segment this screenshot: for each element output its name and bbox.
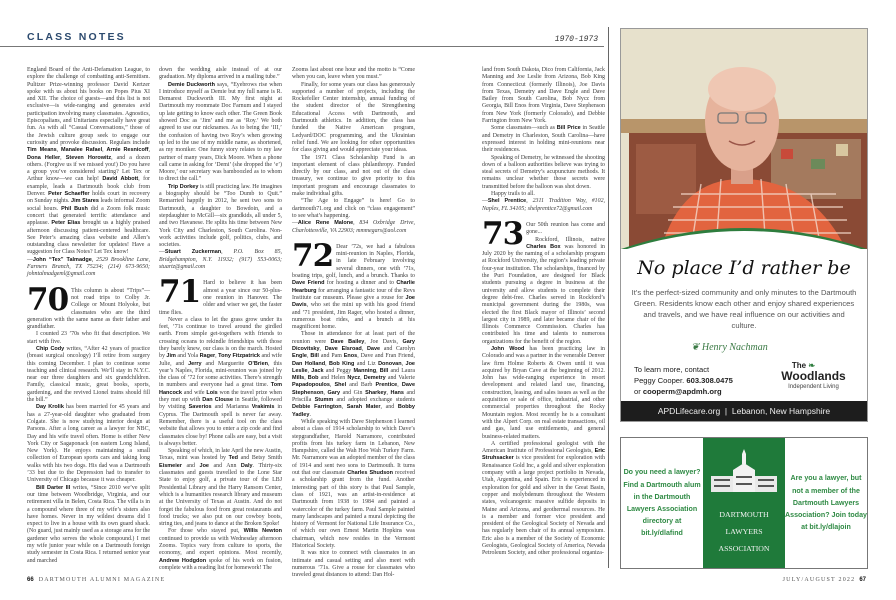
classmate-name: Willis Newton — [243, 528, 282, 535]
paragraph — [482, 346, 605, 441]
classmate-name: Bill — [310, 353, 319, 360]
text-run: spoke of his work on fusion, complete with a reading list for homework! The — [159, 557, 282, 571]
contact-address: , 2311 Tradition Way, #102, Naples, FL 34105; shelprentice72@gmail.com — [482, 198, 605, 212]
correspondent-signature — [159, 249, 282, 271]
classmate-name: Andrew Hodgdon — [159, 557, 207, 564]
classmate-name: Joe — [199, 462, 209, 469]
text-run: and Barb — [346, 382, 376, 389]
text-run: Hard to believe it has been almost a year since our 50-plus-one reunion in Hanover. The older and wiser we get, the faster time flies. — [159, 280, 282, 316]
text-run: Speaking of Demetry, he witnessed the shooting down of a balloon authorities believe was trying to steal secrets of Demetry’s acupuncture methods. It remains unclear whether those secrets were transmitted before the balloon was shot down. — [482, 154, 605, 190]
contact-line: To learn more, contact — [634, 365, 710, 374]
text-run: A certified professional geologist with the American Institute of Professional Geologists, — [482, 440, 605, 455]
text-run: Never a class to let the grass grow under its feet, ’71s continue to travel around the girdled earth. From simple get-togethers with friends to crossing oceans to rekindle friendships with those they barely knew, our class is on the march. Hosted by — [159, 316, 282, 360]
classmate-name: Manalee Rafael — [61, 147, 103, 154]
magazine-title: DARTMOUTH ALUMNI MAGAZINE — [38, 577, 166, 583]
text-run: land from South Dakota, Dico from California, Jack Manning and Joe Leslie from Arizona, Bob King from Connecticut (formerly Illinois), Joe Davis from Texas, Demetry and Dave Engle and Dave Bailey from South Carolina, Bob Nycz from Georgia, Bill Enos from Virginia, Dave Stephenson from New York (formerly Colorado), and Debbie Farrington from New York. — [482, 67, 605, 125]
text-run: For those who stayed put, — [168, 528, 244, 535]
classmate-name: Gary Dicovitsky — [292, 338, 415, 352]
class-year-numeral: 73 — [482, 215, 524, 252]
classmate-name: Eismeier — [159, 462, 182, 469]
text-run: , — [148, 147, 150, 154]
classmate-name: Prentice — [375, 382, 398, 389]
classmate-name: Manning — [353, 367, 377, 374]
text-run: and Carolyn — [380, 345, 415, 352]
page-number-right: 67 — [859, 577, 866, 583]
paragraph — [27, 485, 150, 565]
issue-date: JULY/AUGUST 2022 — [782, 577, 856, 583]
text-run: and Laura — [388, 367, 416, 374]
text-run: and Helen — [318, 375, 348, 382]
classmate-name: Demetry — [363, 375, 386, 382]
class-year-entry — [27, 281, 150, 332]
paragraph — [482, 237, 605, 346]
text-run: , — [397, 382, 402, 389]
classmate-name: Bob — [307, 375, 319, 382]
text-run: , — [102, 147, 107, 154]
classmate-name: Donovan — [378, 360, 402, 367]
classmate-name: Gary — [327, 389, 341, 396]
text-run: , and — [380, 404, 398, 411]
find-lawyer-text[interactable]: Do you need a lawyer? Find a Dartmouth alum in the Dartmouth Lawyers Association directory at bit.ly/dlafind — [623, 468, 701, 538]
classmate-name: Dan Holland — [292, 360, 326, 367]
text-run: is still practicing law. He imagines a biography should be “Too Dumb to Quit.” Remarried happily in 2012, he sent two sons to Dartmouth, a daughter to Bowdoin, and a stepdaughter to McGill—six grandkids, all under 5, and two Havanese. He splits his time between New York City and Charleston, South Carolina. Non-work activities include golf, politics, clubs, and societies. — [159, 183, 282, 249]
text-run: Rockford, Illinois, native — [535, 236, 605, 243]
text-run: Finally, for some years our class has generously supported a number of projects, including the Rockefeller Center internship, annual funding of the student director of the Strengthening Educational Access with Dartmouth, and Dartmouth athletics. In addition, the class has funded the Native American program, Ledyard/DOC programming, and the Ukrainian relief fund. We are looking for other opportunities for class giving and would appreciate your ideas. — [292, 81, 415, 154]
text-run: writes, “Since 2010 we’ve split our time between Woodbridge, Virginia, and our retirement villa in Belen, Costa Rica. The villa is in a compound where three of my wife’s sisters also have homes. Never in my wildest dreams did I expect to live in a house with its own guard shack. (No guard, just mainly used as a storage area for the gardener who serves the whole compound.) I met my wife junior year while on a Dartmouth foreign study semester in Costa Rica. I returned senior year and marched — [27, 484, 150, 564]
text-run: won the travel prize when they met up with — [159, 389, 282, 404]
text-run: down the wedding aisle instead of at our graduation. My diploma arrived in a mailing tube.” — [159, 67, 282, 81]
dla-line-1: DARTMOUTH — [719, 510, 769, 519]
classmate-name: Mills — [292, 375, 305, 382]
paragraph — [292, 198, 415, 220]
text-run: and Marguerite — [201, 360, 249, 367]
text-run: in Seattle and Demetry in Charleston, South Carolina—have expressed interest in holding mini-reunions near their residences. — [482, 125, 605, 154]
text-run: I counted 23 ’70s who fit that description. We start with five. — [27, 331, 150, 345]
text-run: , — [386, 389, 391, 396]
classmate-name: Jim — [166, 353, 176, 360]
text-run: , and a dozen others. (Forgive us if we missed you!) Do you have a group you’ve considered starting? Let Tex or Arthur know—we can help! — [27, 154, 150, 183]
ad-contact — [634, 364, 733, 397]
class-year-numeral: 72 — [292, 237, 334, 274]
text-run: , — [306, 353, 311, 360]
text-run: and wife — [181, 389, 207, 396]
text-run: , who set the mini up with his good friend and ’71 president, Jim Rager, who hosted a dinner, numerous boat rides, and a brunch at his magnificent home. — [292, 302, 415, 331]
classmate-name: Joe Leslie — [292, 360, 415, 374]
contact-name: Peggy Cooper. — [634, 376, 685, 385]
classmate-name: Dave Stephenson — [292, 382, 416, 396]
paragraph — [482, 191, 605, 198]
correspondent-signature — [482, 198, 605, 213]
classmate-name: O’Brien — [248, 360, 268, 367]
text-run: and Liz — [354, 360, 379, 367]
text-run: and Betsy Smith — [238, 455, 282, 462]
text-run: , — [325, 360, 329, 367]
paragraph — [292, 82, 415, 155]
contact-phone[interactable]: 603.308.0475 — [686, 376, 733, 385]
column-divider — [608, 27, 609, 568]
dla-line-2: LAWYERS — [725, 527, 763, 536]
ad-signature — [691, 342, 768, 353]
classmate-name: Steven Horowitz — [65, 154, 112, 161]
classmate-name: Nycz — [347, 375, 361, 382]
text-run: While speaking with Dave Stephenson I learned about a class of 1914 scholarship to which Dave’s stepgrandfather, Harold Narramore, contributed profits from his turkey farm in Lebanon, New Hampshire, called the Wah Hoo Wah Turkey Farm. Mr. Narramore was an adopted member of the class of 1914 and sent two sons to Dartmouth. It turns out that our classmate — [292, 418, 415, 477]
classmate-name: Jerry — [188, 360, 202, 367]
contact-email[interactable]: cooperm@apdmh.org — [642, 387, 722, 396]
classmate-name: Bobby Yadley — [292, 404, 415, 418]
classmate-name: Peter Elias — [51, 220, 81, 227]
text-run: . — [309, 411, 311, 418]
text-run: Zooms last about one hour and the motto is “Come when you can, leave when you must.” — [292, 67, 415, 81]
paragraph — [159, 528, 282, 572]
classmate-name: Rager — [199, 353, 216, 360]
text-run: Dear ’72s, we had a fabulous mini-reunion in Naples, Florida, in late February involving several dinners, one with ’71s, boating trips, golf, lunch, and a brunch. Thanks to — [292, 243, 415, 280]
text-run: and Peggy — [323, 367, 354, 374]
text-run: England Board of the Anti-Defamation League, to explore the challenge of combatting anti-Semitism. Pulitzer Prize-winning professor David Kertzer spoke with us about his books on Popes Pius XI and XII. The choice of guests—and this list is not exclusive—is wide-ranging and generates avid participation involving many classmates. Agnostics, Episcopalians, and Unitarians especially have great fun. As with all “Casual Conversations,” those of the Jewish culture group seek to engage our curiosity and provoke discussion. Regulars include — [27, 67, 150, 146]
text-run: leads informal Zoom social hours. — [27, 198, 150, 212]
classmate-name: Jack — [311, 367, 324, 374]
text-run: holds court in recovery on Sunday nights. — [27, 191, 150, 205]
text-run: It was nice to connect with classmates in an intimate and casual setting and also meet with numerous ’71s. Give a rouse for classmates who traveled great distances to attend: Dan Hol- — [292, 550, 415, 579]
paragraph — [482, 441, 605, 558]
classmate-name: Debbie Farrington — [292, 404, 342, 411]
classmate-name: Shel — [334, 382, 347, 389]
text-run: This column is about “Trips”—not road trips to Colby Jr. College or Mount Holyoke, but classmates who are the third generation with the same name as their father and grandfather. — [27, 287, 150, 331]
classmate-name: Tony Fitzpatrick — [218, 353, 260, 360]
text-run: , — [215, 353, 219, 360]
paragraph — [292, 67, 415, 82]
classmate-name: Sharkey — [365, 389, 387, 396]
text-run: — — [482, 198, 488, 205]
text-run: , — [401, 360, 406, 367]
text-run: and Pam — [318, 353, 344, 360]
classmate-name: Phil Bush — [61, 205, 88, 212]
text-run: and — [181, 462, 200, 469]
text-column-2 — [159, 67, 282, 572]
text-run: and Valerie — [385, 375, 415, 382]
footer-right — [783, 577, 866, 583]
branch-icon: ❧ — [808, 361, 816, 370]
paragraph — [159, 317, 282, 448]
classmate-name: Engle — [292, 353, 307, 360]
classmate-name: Charles Box — [526, 243, 561, 250]
text-run: and adopted exchange students — [333, 397, 415, 404]
text-run: in Cyprus. The Dartmouth spell is never far away. Remember, there is a useful tool on the class website that allows you to enter a zip code and find classmates close by! Phone calls are easy, but a visit is always better. — [159, 404, 283, 447]
paragraph — [292, 331, 415, 419]
text-run: says, “Eyebrows rise when I introduce myself as Demie but my full name is R. Demarest Duckworth III. My first night at Dartmouth my roommate Doc Farnum and I stayed up late getting to know each other. The Green Book showed Doc as ‘Jim’ and me as ‘Roy.’ We both agreed to use our nicknames. As to being the ‘III,’ the confusion of having two Roy’s when growing up led to the use of my middle name, as shortened, as my moniker. One funny story relates to my law partner of many years, Dick Moore. When a phone call came in asking for ‘Demi’ (she dropped the ‘e’) Moore,’ our secretary was bamboozled as to whom to direct the call.” — [159, 81, 282, 183]
text-run: in Seattle, followed by visiting — [159, 397, 282, 411]
classmate-name: Eric Struhsacker — [482, 448, 605, 462]
classmate-name: Vrakimis — [251, 404, 275, 411]
classmate-name: Saverios — [188, 404, 212, 411]
contact-address: , 834 Oxbridge Drive, Charlottesville, VA 22903; mmmegars@aol.com — [292, 220, 415, 234]
text-column-1 — [27, 67, 150, 565]
text-run: , — [323, 389, 328, 396]
text-run: , Joe Davis, — [364, 338, 403, 345]
page-number-left: 66 — [27, 577, 34, 583]
paragraph — [27, 346, 150, 404]
ad-headline: No place I’d rather be — [637, 257, 851, 279]
classmate-name: Bob King — [328, 360, 355, 367]
classmate-name: Bill — [379, 367, 389, 374]
text-run: and Priscilla — [292, 389, 416, 404]
paragraph — [27, 404, 150, 484]
text-run: — — [27, 256, 33, 263]
classmate-name: Shel Prentice — [487, 198, 527, 205]
text-run: , — [376, 367, 380, 374]
text-run: writes, “After 42 years of practice (breast surgical oncology) I’ll retire from surgery this coming December. I plan to continue some teaching and clinical research. We’ll stay in N.Y.C. near our three daughters and six grandchildren. Family, classical music, great books, sports, gardening, and the revived Lionel trains should fill the bill.” — [27, 345, 150, 404]
classmate-name: Sarah Mater — [346, 404, 381, 411]
contact-address: , P.O. Box 85, Bridgehampton, N.Y. 11932; (917) 553-0063; stuartz@gmail.com — [159, 249, 283, 271]
classmate-name: Jim Stares — [71, 198, 99, 205]
classmate-name: Hans — [390, 389, 404, 396]
classmate-name: Charlie Hearburg — [292, 280, 415, 294]
text-run: . Thirty-six classmates and guests travelled to the Lone Star State to enjoy golf, a private tour of the LBJ Presidential Library and the Harry Ransom Center, which is a humanities research library and museum at the University of Texas at Austin. And do not forget the fabulous food from great restaurants and food trucks; we also put on our cowboy boots, string ties, and jeans to dance at the Broken Spoke! — [159, 462, 283, 528]
section-title: CLASS NOTES — [27, 31, 126, 43]
text-run: , — [304, 375, 308, 382]
text-run: and Yola — [175, 353, 200, 360]
classmate-name: Charles Shudson — [347, 470, 394, 477]
header-rule — [0, 46, 604, 47]
text-run: and Gin — [340, 389, 366, 396]
text-run: received a scholarship grant from the fund. Another interesting part of this story is that Paul Sample, class of 1921, was an artist-in-residence at Dartmouth from 1938 to 1984 and painted a watercolor of the turkey farm. Paul Sample painted many landscapes and painted a mural depicting the history of Vermont for National Life Insurance Co., of which our own Ernest Martin Hopkins was chairman, which now resides in the Vermont Historical Society. — [292, 470, 416, 549]
text-run: and Marianna — [211, 404, 252, 411]
classmate-name: Dona Heller — [27, 154, 61, 161]
dartmouth-hall-icon — [703, 446, 785, 506]
leaf-icon: ❦ — [691, 342, 702, 353]
logo-name: Woodlands — [781, 369, 846, 383]
classmate-name: Lois — [206, 389, 218, 396]
text-run: has been practicing law in Colorado and was a partner in the venerable Denver law firm Holme Roberts & Owen until it was acquired by Bryan Cave at the beginning of 2012. John has wide-ranging experience in resort development and related land use, financing, construction, leasing, and sales issues as well as the acquisition or sale of office, industrial, and other commercial properties throughout the Rocky Mountain region. Most recently he is a consultant with the Alpert Corp. on real estate transactions, oil and gas, land use entitlements, and general business-related matters. — [482, 345, 605, 440]
paragraph — [159, 82, 282, 184]
classmate-name: Tom Hancock — [159, 382, 282, 396]
text-run: and wife Julie, and — [159, 353, 282, 367]
classmate-name: Demie Duckworth — [168, 81, 215, 88]
classmate-name: Dave Friend — [292, 280, 325, 287]
classmate-name: Ted — [228, 455, 239, 462]
classmate-name: Dave — [366, 345, 381, 352]
classmate-name: Stuart Zuckerman — [164, 249, 222, 256]
paragraph — [482, 67, 605, 125]
text-column-3 — [292, 67, 415, 579]
text-run: , — [341, 404, 347, 411]
text-run: is vice president for exploration with Renaissance Gold Inc, a gold and silver exploration company with a large project portfolio in Nevada, Utah, Argentina, and Spain. Eric is experienced in exploration for gold and silver in the Great Basin, copper and molybdenum throughout the Western states, volcanogenic massive sulfide deposits in Maine and Arizona, and geothermal resources. He is a member and former vice president and president of the Geological Society of Nevada and has regularly been chair of its annual symposium. Eric also is a member of the Society of Economic Geologists, Geological Society of America, Nevada Petroleum Society, and other professional organiza- — [482, 455, 605, 557]
text-run: The 1971 Class Scholarship Fund is an important element of class philanthropy. Funded directly by our class, and not out of the class treasury, we continue to give priority to this important program and encourage classmates to make individual gifts. — [292, 154, 415, 198]
ad-website-bar[interactable]: APDLifecare.org | Lebanon, New Hampshire — [621, 401, 867, 421]
text-run: and Ann — [209, 462, 241, 469]
text-run: continued to provide us with Wednesday afternoon Zooms. Topics vary from culture to sports, the economy, and expert opinions. Most recently, — [159, 535, 282, 557]
paragraph — [482, 125, 605, 154]
classmate-name: Trip Dorkey — [168, 183, 199, 190]
resident-photo — [621, 29, 867, 249]
text-run: , — [361, 345, 367, 352]
dla-logo-panel — [703, 438, 785, 568]
classmate-name: Dave Bailey — [330, 338, 365, 345]
classmate-name: Bill Darter III — [36, 484, 71, 491]
classmate-name: Enos — [343, 353, 358, 360]
signature-name: Henry Nachman — [701, 342, 768, 353]
contact-or: or — [634, 387, 641, 396]
text-run: was honored in July 2020 by the naming of a scholarship program at Rockford University, the region’s leading private four-year institution. The scholarships, financed by the Puri Foundation, are designed for Black students pursuing a degree in business at the university and allow students to complete their degree debt-free. Charles served in Rockford’s municipal government during the 1980s, was elected the first Black mayor of Illinois’ second largest city in 1989, and later became chair of the Illinois Commerce Commission. Charles has contributed his time and talents to numerous organizations for the benefit of the region. — [482, 243, 605, 345]
paragraph — [292, 550, 415, 579]
text-column-4 — [482, 67, 605, 558]
text-run: , — [319, 345, 325, 352]
text-run: Happy trails to all. — [491, 191, 535, 198]
correspondent-signature — [27, 257, 150, 279]
text-run: , — [56, 147, 62, 154]
classmate-name: Tim Means — [27, 147, 57, 154]
paragraph — [292, 155, 415, 199]
dartmouth-lawyers-advertisement[interactable] — [620, 437, 868, 569]
classmate-name: John “Tex” Talmadge — [32, 256, 92, 263]
paragraph — [482, 155, 605, 191]
classmate-name: Chip Cody — [36, 345, 65, 352]
woodlands-advertisement[interactable] — [620, 28, 868, 422]
text-run: for hosting a dinner and to — [324, 280, 397, 287]
text-run: for arranging a fantastic tour of the Revs Institute car museum. Please give a rouse for — [292, 287, 415, 301]
logo-the: The ❧ — [791, 361, 816, 370]
classmate-name: Papadopoulos — [292, 382, 330, 389]
text-run: has been married for 45 years and has a 27-year-old daughter who graduated from Colgate. She is now studying interior design at Parsons. After a long career as a lawyer for NBC, Day and his wife travel often. Home is either New York City or Sagaponack (on eastern Long Island, New York). He enjoys maintaining a small collection of European sports cars and taking long walks with his two dogs. His dad was a Dartmouth ’33 but due to the Depression had to transfer to University of Chicago because it was cheaper. — [27, 404, 150, 484]
text-run: Some classmates—such as — [491, 125, 557, 132]
ad-body-text: It’s the perfect-sized community and only minutes to the Dartmouth Green. Residents know each other and enjoy shared experiences and travels, and we have real influence on our activities and culture. — [631, 288, 857, 330]
classmate-name: Alice Rene Malone — [297, 220, 354, 227]
text-run: brought us a highly praised afternoon discussing patient-centered healthcare. See Peter’s amazing class website and Allen’s outstanding class newsletter for updates! Have a suggestion for Class Notes? Let Tex know! — [27, 220, 150, 256]
join-dla-text[interactable]: Are you a lawyer, but not a member of the Dartmouth Lawyers Association? Join today at bit.ly/dlajoin — [785, 474, 867, 532]
text-run: , — [329, 382, 335, 389]
classmate-name: David Abbott — [102, 176, 139, 183]
classmate-name: Dave Elsroad — [324, 345, 362, 352]
dla-line-3: ASSOCIATION — [718, 544, 770, 553]
paragraph — [27, 331, 150, 346]
class-year-numeral: 71 — [159, 274, 201, 311]
classmate-name: John Wood — [491, 345, 525, 352]
text-run: , — [360, 375, 364, 382]
classmate-name: Peter Schaeffer — [48, 191, 90, 198]
text-run: Speaking of which, in late April the new Austin, Texas, mini was hosted by — [159, 448, 282, 462]
text-run: Those in attendance for at least part of the reunion were — [292, 331, 415, 345]
class-year-entry — [292, 237, 415, 332]
text-run: — — [159, 249, 165, 256]
paragraph — [159, 67, 282, 82]
text-run: “The Age to Engage” is here! Go to dartmouth71.org and click on “class engagement” to see what’s happening. — [292, 198, 415, 219]
text-run: — — [292, 220, 298, 227]
paragraph — [159, 184, 282, 250]
classmate-name: Arnie Resnicoff — [106, 147, 149, 154]
classmate-name: Dan Clouse — [202, 397, 234, 404]
class-year-numeral: 70 — [27, 281, 69, 318]
classmate-name: Daly — [240, 462, 253, 469]
text-run: , Dave and Fran Friend, — [357, 353, 415, 360]
classmate-name: Stumm — [314, 397, 334, 404]
woodlands-logo — [771, 362, 856, 390]
class-years-range: 1970-1973 — [554, 35, 598, 44]
classmate-name: Joe Davis — [292, 294, 415, 309]
text-run: , for example, leads a Dartmouth book club from Denver. — [27, 176, 150, 198]
footer-left — [27, 577, 165, 583]
classmate-name: Day Krolik — [36, 404, 64, 411]
text-run: , — [307, 367, 312, 374]
text-run: , — [60, 154, 66, 161]
logo-subtitle: Independent Living — [788, 384, 839, 390]
text-run: did a Zoom folk music concert that generated terrific attendance and applause. — [27, 205, 151, 227]
class-year-entry — [159, 274, 282, 316]
contact-address: , 2529 Brookline Lane, Farmers Branch, TX 75234; (214) 673-9650; johntalmadgeml@gmail.com — [27, 256, 151, 278]
text-run: Our 50th reunion has come and gone... — [526, 221, 605, 236]
classmate-name: Bill Price — [556, 125, 581, 132]
correspondent-signature — [292, 220, 415, 235]
text-run: , this year’s Naples, Florida, mini-reunion was joined by the class of ’72 for some activities. There’s strength in numbers and everyone had a great time. — [159, 360, 282, 389]
paragraph — [27, 67, 150, 257]
paragraph — [292, 419, 415, 550]
paragraph — [159, 448, 282, 528]
